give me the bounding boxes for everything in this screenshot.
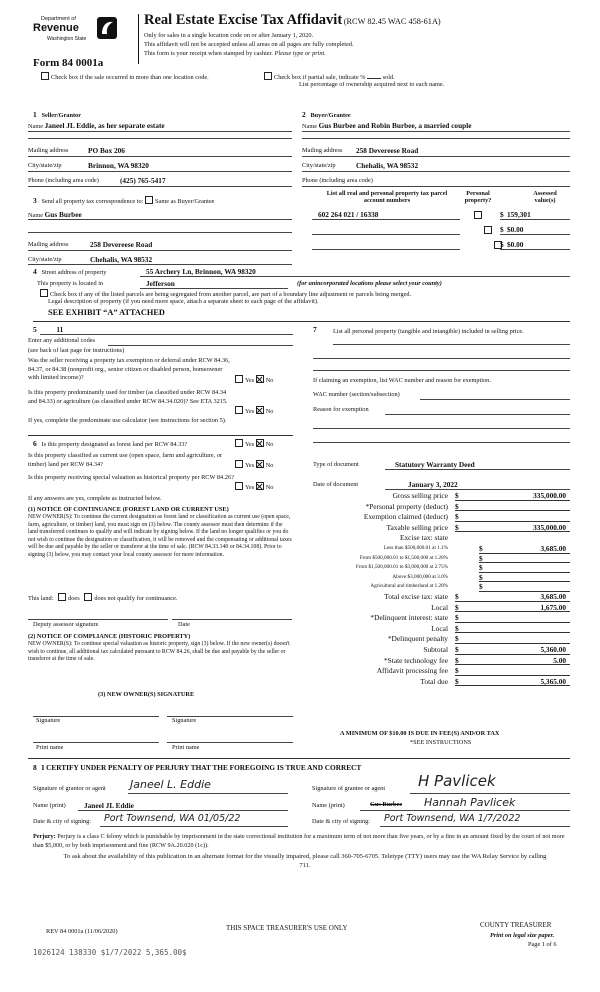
wac-label: WAC number (section/subsection) (313, 391, 400, 398)
buyer-num: 2 (302, 110, 306, 119)
grantor-sig-label: Signature of grantor or agent (33, 785, 106, 792)
deputy-date-line (172, 619, 292, 620)
currency-sign: $ (479, 544, 483, 553)
tax-row-label: Exemption claimed (deduct) (363, 512, 448, 522)
does-label: does (68, 595, 80, 602)
no-label: No (265, 377, 274, 384)
tax-row-line (455, 510, 570, 511)
parcels-col-personal: Personal property? (464, 190, 492, 204)
yes-label: Yes (245, 408, 255, 415)
tax-row-label: *Delinquent penalty (387, 634, 448, 644)
seller-heading-text: Seller/Grantor (41, 112, 82, 119)
section6-q1-answer[interactable] (235, 439, 273, 448)
seller-name-row (28, 121, 165, 130)
grantee-name-struck: Gus Burbee (370, 801, 403, 808)
seller-phone-line (28, 186, 292, 187)
perjury-body: Perjury is a class C felony which is punishable by imprisonment in the state correctional institution for a maximum term of not more than five years, or by a fine in an amount fixed by the court of not more than $5,000, or by both imprisonment and fine (RCW 9A.20.020 (1c)). (33, 833, 565, 849)
notice1-title: (1) NOTICE OF CONTINUANCE (FOREST LAND OR CURRENT USE) (28, 506, 229, 513)
tax-row-label: Affidavit processing fee (376, 666, 448, 676)
currency-sign: $ (455, 491, 459, 500)
tax-row-label: From $500,000.01 to $1,500,000 at 1.28% (359, 554, 448, 561)
same-as-buyer-checkbox[interactable] (145, 196, 153, 204)
grantor-date-city[interactable]: Port Townsend, WA 01/05/22 (104, 813, 241, 824)
wac-line (420, 399, 570, 400)
section6-q1-no-checkbox[interactable] (256, 439, 264, 447)
tax-row-value[interactable]: 335,000.00 (533, 522, 566, 532)
owner-print-label-1: Print name (36, 744, 64, 751)
section8-divider (28, 758, 570, 759)
section6-q1-row (33, 439, 187, 448)
notice1-text: NEW OWNER(S): To continue the current designation as forest land or classification as current use (open space, farm, agriculture, or timber) land, you must sign on (3) below. The county assessor must then determine if the land transferred continues to qualify and will indicate by signing below. If the land no longer qualifies or you do not wish to continue the designation or classification, it will be removed and the compensating or additional taxes will be due and payable by the seller or transferor at the time of sale. (RCW 84.33.140 or 84.34.108). Prior to signing (3) below, you may contact your local county assessor for more information. (28, 514, 292, 558)
deputy-date-label: Date (178, 621, 190, 628)
seller-num: 1 (33, 110, 37, 119)
boundary-check[interactable] (40, 289, 411, 298)
doc-date-value[interactable]: January 3, 2022 (408, 480, 458, 489)
tax-row-label: Total due (420, 676, 448, 686)
section5-q1-answer[interactable] (235, 375, 273, 384)
currency-sign: $ (455, 501, 459, 511)
street-address-row (33, 267, 106, 276)
tax-row-value[interactable]: 5,365.00 (540, 676, 566, 686)
seller-phone-label: Phone (including area code) (28, 177, 99, 184)
tax-row-line (455, 521, 570, 522)
no-label: No (265, 462, 274, 469)
partial-sale-checkbox[interactable] (264, 72, 272, 80)
seller-city-value[interactable]: Brinnon, WA 98320 (88, 161, 149, 170)
grantee-sig-line (410, 793, 570, 794)
tax-row-label: Gross selling price (392, 491, 448, 500)
deputy-sig-label: Deputy assessor signature (33, 621, 99, 628)
yes-label: Yes (245, 377, 255, 384)
section5-q1-no-checkbox[interactable] (256, 375, 264, 383)
buyer-city-line (302, 171, 570, 172)
seller-name-line (28, 131, 292, 132)
seller-heading (33, 110, 81, 119)
doc-date-label: Date of document (313, 481, 359, 488)
no-label: No (265, 408, 274, 415)
grantor-name-value[interactable]: Janeel JL Eddie (84, 801, 134, 810)
seller-city-line (28, 171, 292, 172)
tax-row-value[interactable]: 5.00 (553, 655, 566, 665)
this-land-label: This land: (28, 595, 54, 602)
new-owner-sig-title: (3) NEW OWNER(S) SIGNATURE (98, 691, 195, 698)
section5-code[interactable]: 11 (56, 325, 64, 334)
tax-row-value[interactable]: 5,360.00 (540, 645, 566, 654)
section5-see-back: (see back of last page for instructions) (28, 347, 125, 354)
reason-line-3 (313, 442, 570, 443)
section6-q3-yes-checkbox[interactable] (235, 482, 243, 490)
section6-q2-no-checkbox[interactable] (256, 460, 264, 468)
does-not-label: does not qualify for continuance. (94, 595, 178, 602)
yes-label: Yes (245, 484, 255, 491)
legal-desc-label: Legal description of property (if you need more space, attach a separate sheet to each page of the affidavit). (48, 298, 319, 305)
buyer-heading (302, 110, 351, 119)
section7-line-2 (313, 358, 570, 359)
correspondence-name-row (28, 210, 82, 219)
grantee-print-line (360, 810, 570, 811)
revenue-text: Revenue (33, 22, 79, 34)
seller-city-label: City/state/zip (28, 162, 62, 169)
tax-row-value[interactable]: 335,000.00 (533, 491, 566, 500)
boundary-label: Check box if any of the listed parcels are being segregated from another parcel, are part of a boundary line adjustment or parcels being merged. (50, 291, 412, 298)
currency-sign: $ (455, 676, 459, 686)
section5-row (33, 325, 63, 334)
no-label: No (265, 441, 274, 448)
county-treasurer: COUNTY TREASURER (480, 921, 552, 929)
exhibit-a-text: SEE EXHIBIT “A” ATTACHED (48, 308, 165, 317)
owner-print-label-2: Print name (172, 744, 200, 751)
tax-row-label: Total excise tax: state (384, 592, 448, 601)
assessed-value[interactable]: $0.00 (507, 225, 524, 234)
grantee-print-label: Name (print) (312, 802, 345, 809)
tax-row-label: Agricultural and timberland at 1.28% (370, 583, 448, 590)
currency-sign: $ (455, 592, 459, 601)
tax-row-label: Local (431, 602, 448, 612)
minimum-due-note: A MINIMUM OF $10.00 IS DUE IN FEE(S) AND/OR TAX (340, 730, 500, 737)
header-note-2: This affidavit will not be accepted unless all areas on all pages are fully completed. (144, 41, 354, 48)
grantee-date-label: Date & city of signing: (312, 818, 371, 825)
exemption-label: If claiming an exemption, list WAC number and reason for exemption. (313, 377, 491, 384)
section6-q3: Is this property receiving special valuation as historical property per RCW 84.26? (28, 474, 234, 481)
wa-state-text: Washington State (47, 36, 87, 42)
street-label: Street address of property (41, 269, 107, 276)
grantor-signature[interactable]: Janeel L. Eddie (130, 778, 211, 791)
currency-sign: $ (479, 582, 483, 592)
buyer-phone-label: Phone (including area code) (302, 177, 373, 184)
list-percentage-note: List percentage of ownership acquired next to each name. (299, 81, 445, 88)
section8-num: 8 (33, 763, 37, 772)
tax-row-line (455, 622, 570, 623)
tax-row-line (479, 581, 570, 582)
tax-row-value[interactable]: 3,685.00 (540, 544, 566, 553)
section5-q2-no-checkbox[interactable] (256, 406, 264, 414)
correspondence-name-line (28, 219, 292, 220)
alt-format-text: To ask about the availability of this publication in an alternate format for the visually impaired, please call 360-705-6705. Teletype (TTY) users may use the WA Relay Service by calling 711. (63, 853, 547, 869)
multi-location-label: Check box if the sale occurred in more than one location code. (51, 74, 209, 81)
section8-row (33, 763, 361, 772)
notice2-text: NEW OWNER(S): To continue special valuation as historic property, sign (3) below. If the new owner(s) doesn't wish to continue, all additional tax calculated pursuant to RCW 84.26, shall be due and payable by the seller or transferor at the time of sale. (28, 641, 290, 663)
currency-sign: $ (455, 666, 459, 676)
buyer-mailing-value[interactable]: 258 Devereese Road (356, 146, 419, 155)
form-title-rcw: (RCW 82.45 WAC 458-61A) (343, 17, 441, 26)
section7-line-1 (333, 344, 570, 345)
section5-if-yes: If yes, complete the predominate use calculator (see instructions for section 5). (28, 417, 227, 424)
correspondence-num: 3 (33, 196, 37, 205)
buyer-mailing-line (302, 156, 570, 157)
form-title-row (144, 12, 441, 29)
seller-name-value[interactable]: Janeel JL Eddie, as her separate estate (44, 121, 165, 130)
tax-row-line (455, 643, 570, 644)
deputy-sig-line (28, 619, 168, 620)
street-line (140, 276, 570, 277)
page-number: Page 1 of 6 (528, 941, 557, 948)
currency-sign: $ (455, 634, 459, 644)
correspondence-name-label: Name (28, 212, 44, 219)
county-note: (for unincorporated locations please select your county) (297, 280, 442, 287)
buyer-name-value[interactable]: Gus Burbee and Robin Burbee, a married couple (318, 121, 472, 130)
section5-num: 5 (33, 325, 37, 334)
dor-logo (33, 16, 113, 52)
buyer-city-label: City/state/zip (302, 162, 336, 169)
tax-row-label: Local (431, 623, 448, 633)
correspondence-city-label: City/state/zip (28, 256, 62, 263)
partial-sold-label: sold. (382, 74, 395, 81)
does-not-qualify-checkbox[interactable] (84, 593, 92, 601)
reason-line-2 (313, 428, 570, 429)
assessed-value[interactable]: $0.00 (507, 240, 524, 249)
perjury-label: Perjury: (33, 833, 56, 840)
parcel-number[interactable]: 602 264 021 / 16338 (318, 210, 379, 219)
currency-sign: $ (455, 655, 459, 665)
owner-sig-label-2: Signature (172, 717, 197, 724)
correspondence-mailing-label: Mailing address (28, 241, 69, 248)
tax-row-label: Above $3,000,000 at 3.0% (392, 573, 448, 580)
perjury-text (33, 832, 571, 850)
seller-name-label: Name (28, 123, 44, 130)
tax-row-label: *Personal property (deduct) (365, 501, 448, 511)
grantee-date-city[interactable]: Port Townsend, WA 1/7/2022 (384, 813, 521, 824)
assessed-line (500, 249, 570, 250)
partial-sale-check[interactable] (264, 72, 395, 81)
street-address-value[interactable]: 55 Archery Ln, Brinnon, WA 98320 (146, 267, 256, 276)
seller-name-line-2 (28, 138, 292, 139)
tax-row-line (455, 675, 570, 676)
rev-number: REV 84 0001a (11/06/2020) (46, 928, 118, 935)
buyer-city-value[interactable]: Chehalis, WA 98532 (356, 161, 419, 170)
section5-q2-yes-checkbox[interactable] (235, 406, 243, 414)
correspondence-city-value[interactable]: Chehalis, WA 98532 (90, 255, 153, 264)
reason-label: Reason for exemption (313, 406, 369, 413)
buyer-phone-line (302, 186, 570, 187)
tax-row-value[interactable]: 3,685.00 (540, 592, 566, 601)
seller-mailing-value[interactable]: PO Box 206 (88, 146, 125, 155)
tax-row-label: Excise tax: state (399, 533, 448, 543)
cashier-stamp: 1026124 138330 $1/7/2022 5,365.00$ (33, 948, 187, 957)
section6-q1: Is this property designated as forest land per RCW 84.33? (41, 441, 188, 448)
county-value[interactable]: Jefferson (146, 279, 175, 288)
currency-sign: $ (479, 563, 483, 573)
correspondence-mailing-line (28, 250, 292, 251)
multi-location-check[interactable] (41, 72, 209, 81)
buyer-name-row (302, 121, 471, 130)
correspondence-name-value[interactable]: Gus Burbee (44, 210, 82, 219)
section6-q3-no-checkbox[interactable] (256, 482, 264, 490)
correspondence-city-line (28, 264, 292, 265)
parcel-line (312, 249, 460, 250)
header-note-1: Only for sales in a single location code on or after January 1, 2020. (144, 32, 314, 39)
legal-paper-note: Print on legal size paper. (490, 932, 555, 939)
doc-type-value[interactable]: Statutory Warranty Deed (395, 460, 475, 469)
section5-q2-answer[interactable] (235, 406, 273, 415)
personal-property-checkbox[interactable] (474, 211, 482, 219)
buyer-mailing-label: Mailing address (302, 147, 343, 154)
boundary-checkbox[interactable] (40, 289, 48, 297)
section7-label: List all personal property (tangible and intangible) included in selling price. (333, 328, 524, 335)
owner-sig-label-1: Signature (36, 717, 61, 724)
tax-row-value[interactable]: 1,675.00 (540, 602, 566, 612)
parcel-line (312, 219, 460, 220)
does-qualify-checkbox[interactable] (58, 593, 66, 601)
currency-sign: $ (455, 512, 459, 522)
seller-mailing-label: Mailing address (28, 147, 69, 154)
section7-num: 7 (313, 325, 317, 334)
currency-sign: $ (455, 602, 459, 612)
notice2-title: (2) NOTICE OF COMPLIANCE (HISTORIC PROPERTY) (28, 633, 191, 640)
assessed-line (500, 234, 570, 235)
grantee-sig-label: Signature of grantee or agent (312, 785, 386, 792)
section5-divider (28, 435, 293, 436)
yes-label: Yes (245, 441, 255, 448)
certify-text: I CERTIFY UNDER PENALTY OF PERJURY THAT THE FOREGOING IS TRUE AND CORRECT (41, 763, 362, 772)
yes-label: Yes (245, 462, 255, 469)
multi-location-checkbox[interactable] (41, 72, 49, 80)
section5-additional-line (108, 345, 293, 346)
doc-date-line (385, 489, 570, 490)
tax-row-label: *Delinquent interest: state (370, 613, 448, 623)
correspondence-row (33, 196, 214, 205)
header-note-3 (144, 50, 326, 57)
seller-mailing-line (28, 156, 292, 157)
grantor-print-line (78, 810, 288, 811)
grantor-date-line (100, 826, 288, 827)
section6-q1-yes-checkbox[interactable] (235, 439, 243, 447)
tax-row-label: Less than $500,000.01 at 1.1% (383, 545, 448, 551)
buyer-heading-text: Buyer/Grantee (310, 112, 351, 119)
tax-row-line (455, 632, 570, 633)
section5-q2: Is this property predominantly used for timber (as classified under RCW 84.34 and 84.33) or agriculture (as classified under RCW 84.34.020)? See ETA 3215. (28, 389, 228, 405)
header-note-3-italic: Please type or print. (274, 50, 326, 57)
dor-mark-icon (96, 16, 118, 40)
currency-sign: $ (500, 210, 504, 219)
currency-sign: $ (479, 572, 483, 582)
assessed-value[interactable]: 159,301 (507, 210, 531, 219)
title-divider (138, 14, 139, 64)
correspondence-blank-line (28, 232, 292, 233)
owner-print-line-1 (33, 742, 159, 743)
doc-type-label: Type of document (313, 461, 359, 468)
grantee-date-line (380, 826, 570, 827)
parcel-line (312, 234, 460, 235)
tax-row-label: *State technology fee (383, 655, 448, 665)
correspondence-mailing-value[interactable]: 258 Devereese Road (90, 240, 153, 249)
no-label: No (265, 484, 274, 491)
section5-code-label: Enter any additional codes (28, 337, 95, 344)
reason-line (385, 414, 570, 415)
section4-divider (33, 321, 570, 322)
section6-q2-answer[interactable] (235, 460, 273, 469)
buyer-name-line (302, 131, 570, 132)
grantor-sig-line (128, 793, 288, 794)
parcels-col-assessed: Assessed value(s) (533, 190, 557, 204)
header-note-3-text: This form is your receipt when stamped by cashier. (144, 50, 273, 57)
section5-q1: Was the seller receiving a property tax exemption or deferral under RCW 84.36, 84.37, or 84.38 (nonprofit org., senior citizen or disabled person, homeowner with limited income)? (28, 357, 230, 382)
section6-q2: Is this property classified as current use (open space, farm and agriculture, or timber) land per RCW 84.34? (28, 452, 223, 468)
correspondence-label: Send all property tax correspondence to: (41, 198, 144, 205)
form-title: Real Estate Excise Tax Affidavit (144, 12, 343, 28)
partial-sale-label: Check box if partial sale, indicate % (274, 74, 366, 81)
grantee-signature[interactable]: H Pavlicek (418, 772, 496, 790)
section5-code-line (40, 334, 293, 335)
tax-row-line (479, 562, 570, 563)
located-in-label: This property is located in (37, 280, 104, 287)
section7-line-3 (313, 370, 570, 371)
assessed-line (500, 219, 570, 220)
currency-sign: $ (455, 645, 459, 654)
currency-sign: $ (500, 225, 504, 234)
grantor-date-label: Date & city of signing: (33, 818, 92, 825)
form-number: Form 84 0001a (33, 57, 104, 69)
see-instructions: *SEE INSTRUCTIONS (410, 739, 472, 746)
seller-phone-value[interactable]: (425) 765-5417 (120, 176, 166, 185)
grantee-name-handwritten[interactable]: Hannah Pavlicek (424, 796, 516, 809)
grantor-print-label: Name (print) (33, 802, 66, 809)
parcels-col-parcel: List all real and personal property tax parcel account numbers (326, 190, 448, 204)
street-num: 4 (33, 267, 37, 276)
currency-sign: $ (455, 613, 459, 623)
currency-sign: $ (455, 522, 459, 532)
buyer-name-label: Name (302, 123, 318, 130)
this-land-row (28, 593, 177, 602)
buyer-name-line-2 (302, 138, 570, 139)
currency-sign: $ (479, 553, 483, 563)
tax-row-label: Taxable selling price (386, 522, 448, 532)
tax-row-line (479, 572, 570, 573)
tax-row-label: From $1,500,000.01 to $3,000,000 at 2.75% (355, 564, 448, 571)
currency-sign: $ (500, 240, 504, 249)
dept-of-text: Department of (41, 16, 76, 22)
currency-sign: $ (455, 623, 459, 633)
section6-q3-answer[interactable] (235, 482, 273, 491)
section5-q1-yes-checkbox[interactable] (235, 375, 243, 383)
treasurer-use-only: THIS SPACE TREASURER'S USE ONLY (226, 924, 348, 932)
section6-any-yes: If any answers are yes, complete as instructed below. (28, 495, 162, 502)
tax-row-label: Subtotal (423, 645, 448, 654)
same-as-buyer-label: Same as Buyer/Grantee (155, 198, 215, 205)
owner-print-line-2 (167, 742, 293, 743)
section6-q2-yes-checkbox[interactable] (235, 460, 243, 468)
section6-num: 6 (33, 439, 37, 448)
personal-property-checkbox[interactable] (484, 226, 492, 234)
doc-type-line (385, 469, 570, 470)
